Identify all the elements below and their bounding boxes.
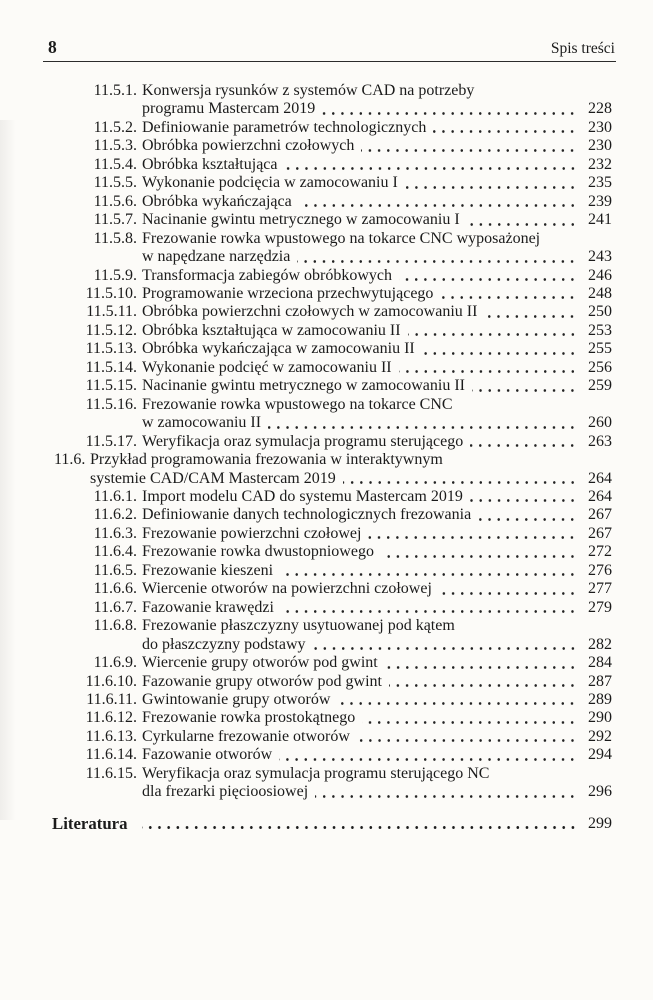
entry-title-text: Frezowanie rowka wpustowego na tokarce CNC <box>142 395 453 413</box>
entry-title-text: Frezowanie płaszczyzny usytuowanej pod kątem <box>142 617 455 635</box>
entry-page-number: 256 <box>588 358 612 376</box>
entry-title-text: Weryfikacja oraz symulacja programu sterującego NC <box>142 764 490 782</box>
entry-body <box>142 137 612 155</box>
entry-title-text: Wykonanie podcięcia w zamocowaniu I <box>142 174 398 192</box>
entry-title-text: Fazowanie grupy otworów pod gwint <box>142 672 382 690</box>
dot-leader <box>142 815 580 833</box>
entry-title-text: Frezowanie rowka prostokątnego <box>142 709 356 727</box>
entry-body <box>142 709 612 727</box>
scan-shadow-decoration <box>0 120 16 820</box>
entry-page-number: 267 <box>588 506 612 524</box>
entry-number: 11.5.9. <box>93 266 137 284</box>
entry-title-text: Przykład programowania frezowania w interaktywnym <box>90 451 443 469</box>
entry-body <box>142 211 612 229</box>
entry-title-text: Obróbka wykańczająca <box>142 192 292 210</box>
entry-body <box>142 230 612 267</box>
entry-title-text: Programowanie wrzeciona przechwytującego <box>142 284 434 302</box>
entry-body <box>142 580 612 598</box>
dot-leader <box>285 156 580 174</box>
dot-leader <box>439 580 579 598</box>
toc-entry <box>48 617 612 654</box>
entry-title-text: programu Mastercam 2019 <box>142 100 316 118</box>
entry-page-number: 282 <box>588 635 612 653</box>
toc-entry <box>48 433 612 451</box>
entry-number: 11.6.14. <box>85 746 137 764</box>
entry-line <box>142 100 612 118</box>
entry-number: 11.6.6. <box>93 580 137 598</box>
dot-leader <box>280 562 579 580</box>
toc-entry <box>48 654 612 672</box>
dot-leader <box>467 211 579 229</box>
toc-entry <box>48 451 612 488</box>
entry-number: 11.5.2. <box>93 118 137 136</box>
entry-number: 11.6.10. <box>85 672 137 690</box>
entry-number: 11.5.11. <box>86 303 137 321</box>
entry-page-number: 241 <box>588 211 612 229</box>
entry-page-number: 287 <box>588 672 612 690</box>
entry-number: 11.5.15. <box>85 377 137 395</box>
entry-title-text: Literatura <box>52 813 128 833</box>
entry-number: 11.5.5. <box>93 174 137 192</box>
entry-number: 11.6.3. <box>93 524 137 542</box>
entry-body <box>142 359 612 377</box>
entry-page-number: 243 <box>588 248 612 266</box>
entry-line <box>142 82 612 100</box>
entry-line <box>142 267 612 285</box>
entry-body <box>142 728 612 746</box>
entry-title-text: dla frezarki pięcioosiowej <box>142 783 309 801</box>
entry-line <box>142 562 612 580</box>
entry-page-number: 284 <box>588 654 612 672</box>
entry-body <box>142 285 612 303</box>
running-head <box>48 37 615 58</box>
dot-leader <box>470 488 579 506</box>
entry-line <box>142 709 612 727</box>
entry-body <box>142 746 612 764</box>
entry-line <box>142 636 612 654</box>
dot-leader <box>422 340 579 358</box>
entry-title-text: w napędzane narzędzia <box>142 248 291 266</box>
dot-leader <box>268 414 579 432</box>
toc-entry <box>48 267 612 285</box>
entry-line <box>52 815 612 833</box>
entry-line <box>142 174 612 192</box>
entry-number: 11.5.17. <box>85 432 137 450</box>
entry-body <box>52 815 612 833</box>
entry-number: 11.6.5. <box>93 561 137 579</box>
entry-page-number: 260 <box>588 414 612 432</box>
dot-leader <box>357 728 579 746</box>
entry-body <box>142 322 612 340</box>
dot-leader <box>433 119 579 137</box>
entry-page-number: 248 <box>588 284 612 302</box>
entry-number: 11.6.13. <box>85 727 137 745</box>
entry-page-number: 292 <box>588 727 612 745</box>
entry-line <box>142 765 612 783</box>
entry-title-text: Obróbka wykańczająca w zamocowaniu II <box>142 340 415 358</box>
entry-number: 11.5.10. <box>85 284 137 302</box>
entry-body <box>142 340 612 358</box>
entry-body <box>142 433 612 451</box>
entry-page-number: 263 <box>588 432 612 450</box>
entry-line <box>142 137 612 155</box>
dot-leader <box>361 137 579 155</box>
entry-number: 11.5.12. <box>85 321 137 339</box>
dot-leader <box>389 673 579 691</box>
entry-body <box>142 525 612 543</box>
entry-title-text: Cyrkularne frezowanie otworów <box>142 727 350 745</box>
entry-body <box>142 617 612 654</box>
entry-body <box>142 119 612 137</box>
entry-page-number: 259 <box>588 377 612 395</box>
entry-number: 11.5.3. <box>93 137 137 155</box>
entry-page-number: 290 <box>588 709 612 727</box>
dot-leader <box>297 248 579 266</box>
entry-number: 11.5.8. <box>93 229 137 247</box>
toc-entry <box>48 709 612 727</box>
entry-title-text: Definiowanie danych technologicznych frezowania <box>142 506 472 524</box>
entry-line <box>142 783 612 801</box>
entry-title-text: Frezowanie rowka dwustopniowego <box>142 543 374 561</box>
toc-entry <box>48 580 612 598</box>
entry-page-number: 296 <box>588 783 612 801</box>
dot-leader <box>368 525 579 543</box>
dot-leader <box>279 746 579 764</box>
entry-title-text: Obróbka kształtująca <box>142 155 278 173</box>
toc-entry <box>48 488 612 506</box>
entry-page-number: 294 <box>588 746 612 764</box>
entry-number: 11.6.1. <box>93 487 137 505</box>
dot-leader <box>362 709 579 727</box>
toc-entry <box>48 599 612 617</box>
entry-page-number: 255 <box>588 340 612 358</box>
entry-line <box>142 211 612 229</box>
entry-line <box>142 322 612 340</box>
entry-line <box>142 654 612 672</box>
entry-body <box>142 562 612 580</box>
entry-page-number: 276 <box>588 561 612 579</box>
entry-line <box>90 451 612 469</box>
toc-entry <box>48 303 612 321</box>
entry-number: 11.5.4. <box>93 155 137 173</box>
toc-list <box>48 82 612 833</box>
entry-title-text: Nacinanie gwintu metrycznego w zamocowaniu II <box>142 377 465 395</box>
entry-number: 11.5.14. <box>85 358 137 376</box>
entry-number: 11.6.8. <box>93 617 137 635</box>
header-title: Spis treści <box>550 40 615 57</box>
entry-page-number: 279 <box>588 598 612 616</box>
dot-leader <box>322 100 579 118</box>
entry-page-number: 230 <box>588 118 612 136</box>
toc-entry <box>48 746 612 764</box>
entry-body <box>142 156 612 174</box>
entry-page-number: 250 <box>588 303 612 321</box>
entry-title-text: Wiercenie otworów na powierzchni czołowej <box>142 580 432 598</box>
entry-line <box>142 599 612 617</box>
entry-page-number: 267 <box>588 524 612 542</box>
entry-line <box>142 396 612 414</box>
toc-entry <box>48 377 612 395</box>
entry-body <box>142 599 612 617</box>
entry-number: 11.6.2. <box>93 506 137 524</box>
entry-body <box>142 488 612 506</box>
entry-line <box>142 617 612 635</box>
entry-number: 11.6.15. <box>85 764 137 782</box>
entry-line <box>142 728 612 746</box>
dot-leader <box>484 303 579 321</box>
dot-leader <box>381 543 579 561</box>
entry-line <box>142 303 612 321</box>
dot-leader <box>313 636 579 654</box>
entry-page-number: 235 <box>588 174 612 192</box>
entry-line <box>142 580 612 598</box>
entry-title-text: Wiercenie grupy otworów pod gwint <box>142 654 378 672</box>
entry-title-text: Fazowanie otworów <box>142 746 273 764</box>
entry-title-text: Weryfikacja oraz symulacja programu sterującego <box>142 432 464 450</box>
entry-body <box>142 765 612 802</box>
entry-page-number: 264 <box>588 487 612 505</box>
dot-leader <box>478 506 579 524</box>
entry-title-text: Frezowanie powierzchni czołowej <box>142 524 362 542</box>
toc-entry <box>48 137 612 155</box>
toc-entry <box>48 562 612 580</box>
entry-title-text: Transformacja zabiegów obróbkowych <box>142 266 393 284</box>
toc-entry <box>48 193 612 211</box>
toc-entry <box>48 359 612 377</box>
entry-body <box>142 267 612 285</box>
entry-title-text: Fazowanie krawędzi <box>142 598 274 616</box>
entry-page-number: 289 <box>588 690 612 708</box>
entry-page-number: 232 <box>588 155 612 173</box>
entry-body <box>142 673 612 691</box>
entry-number: 11.6.7. <box>93 598 137 616</box>
entry-number: 11.5.16. <box>85 395 137 413</box>
page-number: 8 <box>48 37 58 57</box>
entry-line <box>142 506 612 524</box>
entry-number: 11.5.1. <box>93 82 137 99</box>
entry-title-text: Obróbka kształtująca w zamocowaniu II <box>142 321 401 339</box>
entry-line <box>142 340 612 358</box>
toc-entry <box>48 673 612 691</box>
entry-title-text: Obróbka powierzchni czołowych <box>142 137 355 155</box>
toc-entry <box>48 211 612 229</box>
entry-page-number: 228 <box>588 100 612 118</box>
toc-entry <box>48 396 612 433</box>
toc-entry <box>48 230 612 267</box>
entry-body <box>90 451 612 488</box>
toc-entry <box>48 691 612 709</box>
entry-line <box>142 746 612 764</box>
entry-page-number: 264 <box>588 469 612 487</box>
dot-leader <box>315 783 579 801</box>
entry-page-number: 246 <box>588 266 612 284</box>
entry-body <box>142 543 612 561</box>
entry-line <box>142 193 612 211</box>
entry-line <box>142 673 612 691</box>
dot-leader <box>399 359 579 377</box>
entry-title-text: Frezowanie kieszeni <box>142 561 274 579</box>
entry-page-number: 253 <box>588 321 612 339</box>
entry-title-text: Wykonanie podcięć w zamocowaniu II <box>142 358 392 376</box>
dot-leader <box>408 322 579 340</box>
entry-body <box>142 691 612 709</box>
entry-body <box>142 396 612 433</box>
header-rule <box>43 61 616 62</box>
entry-number: 11.5.7. <box>93 211 137 229</box>
toc-entry <box>48 285 612 303</box>
entry-title-text: Konwersja rysunków z systemów CAD na potrzeby <box>142 82 475 99</box>
entry-body <box>142 82 612 119</box>
entry-body <box>142 506 612 524</box>
dot-leader <box>299 193 579 211</box>
toc-entry <box>48 156 612 174</box>
entry-line <box>142 543 612 561</box>
entry-title-text: Import modelu CAD do systemu Mastercam 2019 <box>142 487 463 505</box>
dot-leader <box>440 285 579 303</box>
entry-line <box>142 285 612 303</box>
toc-entry <box>48 174 612 192</box>
entry-number: 11.6.11. <box>86 690 137 708</box>
toc-entry <box>48 119 612 137</box>
entry-number: 11.6.9. <box>93 654 137 672</box>
entry-line <box>142 377 612 395</box>
toc-entry <box>48 525 612 543</box>
entry-page-number: 299 <box>588 814 612 832</box>
entry-title-text: do płaszczyzny podstawy <box>142 635 306 653</box>
entry-number: 11.6.12. <box>85 709 137 727</box>
entry-page-number: 272 <box>588 543 612 561</box>
dot-leader <box>399 267 579 285</box>
entry-line <box>142 230 612 248</box>
dot-leader <box>470 433 579 451</box>
entry-body <box>142 303 612 321</box>
entry-number: 11.6. <box>54 451 86 469</box>
entry-title-text: Gwintowanie grupy otworów <box>142 690 331 708</box>
entry-page-number: 277 <box>588 580 612 598</box>
dot-leader <box>343 470 579 488</box>
entry-line <box>142 248 612 266</box>
dot-leader <box>472 377 579 395</box>
entry-line <box>142 119 612 137</box>
entry-page-number: 230 <box>588 137 612 155</box>
toc-entry <box>52 815 612 833</box>
dot-leader <box>281 599 579 617</box>
entry-body <box>142 174 612 192</box>
entry-line <box>142 359 612 377</box>
entry-line <box>142 156 612 174</box>
dot-leader <box>405 174 579 192</box>
dot-leader <box>385 654 579 672</box>
entry-line <box>142 525 612 543</box>
entry-line <box>90 470 612 488</box>
entry-body <box>142 377 612 395</box>
entry-line <box>142 433 612 451</box>
entry-number: 11.5.6. <box>93 192 137 210</box>
entry-body <box>142 654 612 672</box>
entry-title-text: Obróbka powierzchni czołowych w zamocowaniu II <box>142 303 478 321</box>
entry-title-text: w zamocowaniu II <box>142 414 262 432</box>
entry-line <box>142 488 612 506</box>
entry-title-text: Frezowanie rowka wpustowego na tokarce CNC wyposażonej <box>142 229 541 247</box>
entry-line <box>142 691 612 709</box>
entry-body <box>142 193 612 211</box>
dot-leader <box>337 691 579 709</box>
entry-line <box>142 414 612 432</box>
toc-entry <box>48 543 612 561</box>
entry-title-text: systemie CAD/CAM Mastercam 2019 <box>90 469 336 487</box>
entry-title-text: Nacinanie gwintu metrycznego w zamocowaniu I <box>142 211 460 229</box>
toc-entry <box>48 728 612 746</box>
entry-number: 11.6.4. <box>93 543 137 561</box>
entry-title-text: Definiowanie parametrów technologicznych <box>142 118 427 136</box>
toc-entry <box>48 765 612 802</box>
toc-entry <box>48 82 612 119</box>
toc-entry <box>48 322 612 340</box>
toc-entry <box>48 340 612 358</box>
entry-page-number: 239 <box>588 192 612 210</box>
entry-number: 11.5.13. <box>85 340 137 358</box>
toc-entry <box>48 506 612 524</box>
